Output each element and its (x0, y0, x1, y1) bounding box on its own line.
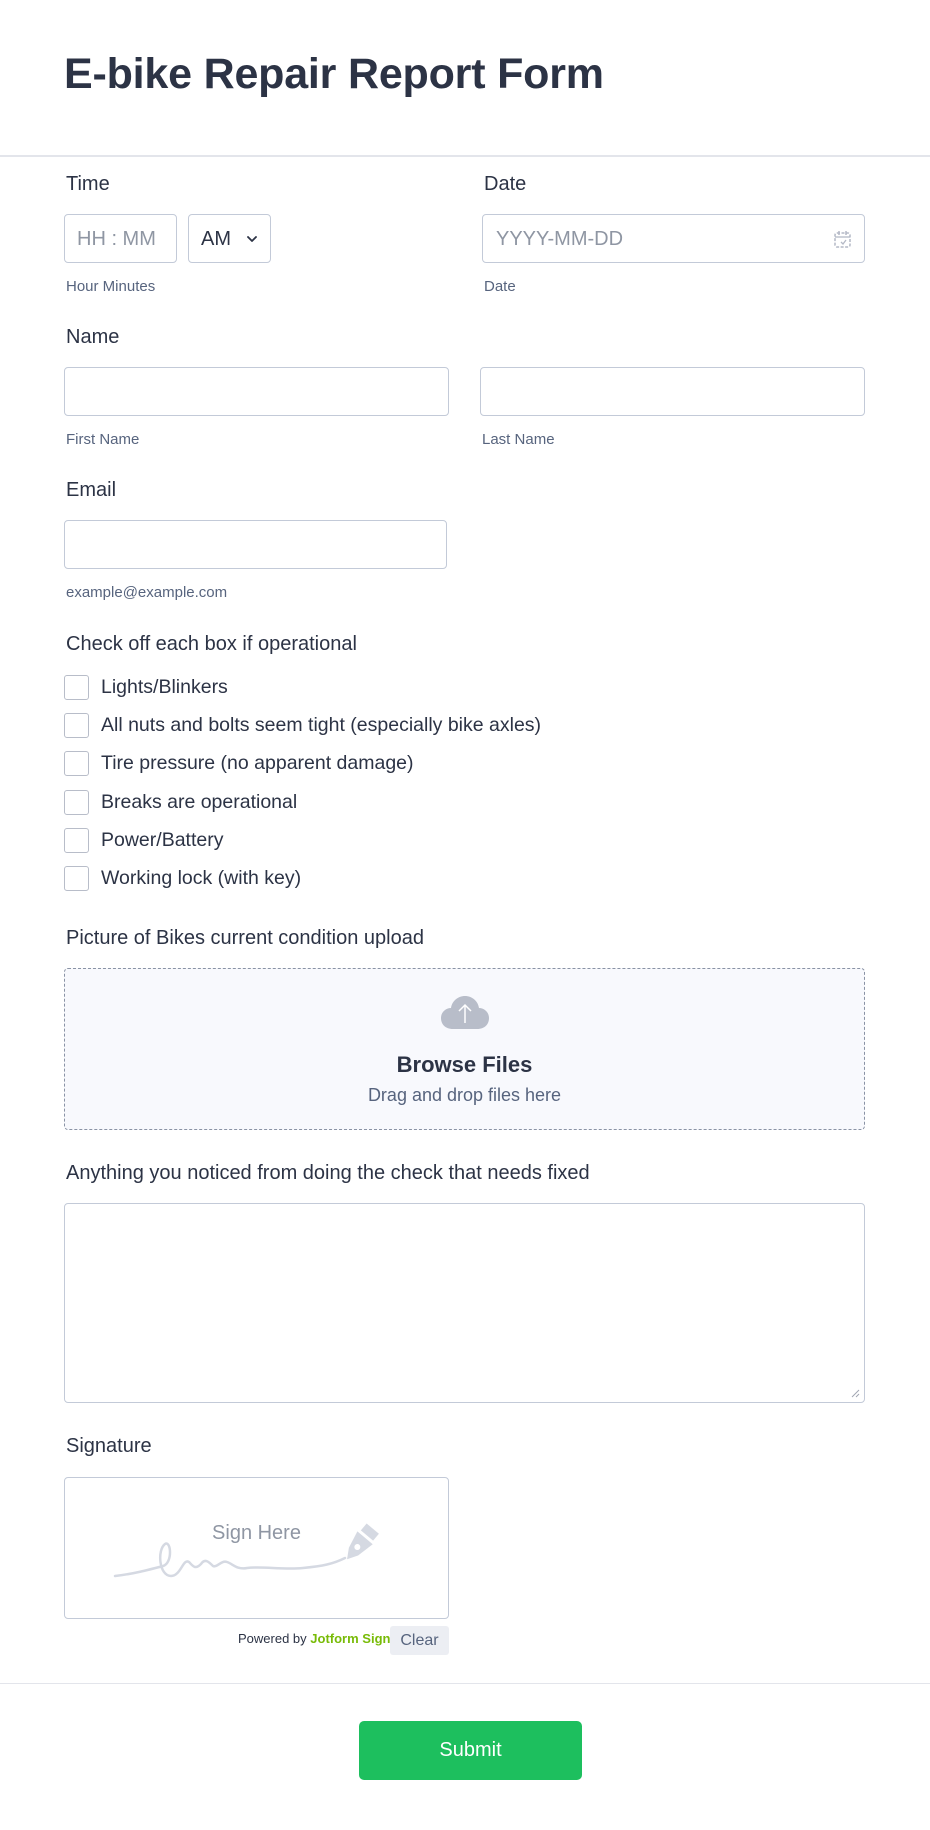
email-label: Email (66, 479, 117, 501)
browse-files-button[interactable]: Browse Files (396, 1052, 533, 1077)
ampm-value: AM (201, 228, 231, 250)
checkbox[interactable] (64, 866, 89, 891)
first-name-input[interactable] (64, 367, 449, 416)
signature-squiggle-icon (113, 1518, 403, 1588)
resize-handle-icon[interactable] (851, 1389, 860, 1398)
notes-textarea[interactable] (64, 1203, 865, 1403)
sign-here-placeholder: Sign Here (212, 1522, 301, 1544)
date-label: Date (484, 173, 527, 195)
time-placeholder: HH : MM (77, 228, 156, 250)
time-input[interactable] (64, 214, 177, 263)
checkbox-label[interactable]: All nuts and bolts seem tight (especially bike axles) (101, 714, 542, 736)
file-upload-dropzone[interactable] (64, 968, 865, 1130)
first-name-sublabel: First Name (66, 431, 140, 448)
header-divider (0, 155, 930, 157)
notes-label: Anything you noticed from doing the check that needs fixed (66, 1162, 590, 1184)
checkbox-label[interactable]: Breaks are operational (101, 791, 298, 813)
signature-label: Signature (66, 1435, 152, 1457)
date-input[interactable] (482, 214, 865, 263)
time-sublabel: Hour Minutes (66, 278, 156, 295)
checkbox-label[interactable]: Working lock (with key) (101, 867, 302, 889)
form-title: E-bike Repair Report Form (64, 50, 604, 98)
email-sublabel: example@example.com (66, 584, 228, 601)
drag-drop-text: Drag and drop files here (367, 1085, 562, 1105)
time-label: Time (66, 173, 110, 195)
cloud-upload-icon (441, 996, 489, 1030)
calendar-icon[interactable] (833, 229, 852, 249)
powered-by-label: Powered by (238, 1631, 307, 1646)
last-name-input[interactable] (480, 367, 865, 416)
ampm-select[interactable] (188, 214, 271, 263)
checkbox-label[interactable]: Power/Battery (101, 829, 224, 851)
last-name-sublabel: Last Name (482, 431, 555, 448)
checkbox[interactable] (64, 751, 89, 776)
checkbox[interactable] (64, 675, 89, 700)
email-input[interactable] (64, 520, 447, 569)
powered-by-text (238, 1631, 390, 1646)
jotform-sign-link[interactable]: Jotform Sign (310, 1631, 391, 1646)
checkbox-label[interactable]: Tire pressure (no apparent damage) (101, 752, 414, 774)
submit-button[interactable]: Submit (359, 1721, 582, 1780)
clear-signature-button[interactable]: Clear (390, 1626, 449, 1655)
signature-pad[interactable] (64, 1477, 449, 1619)
checklist-label: Check off each box if operational (66, 633, 357, 655)
name-label: Name (66, 326, 120, 348)
checkbox[interactable] (64, 790, 89, 815)
checkbox[interactable] (64, 713, 89, 738)
date-placeholder: YYYY-MM-DD (496, 228, 624, 250)
upload-label: Picture of Bikes current condition upload (66, 927, 424, 949)
date-sublabel: Date (484, 278, 516, 295)
footer-divider (0, 1683, 930, 1684)
chevron-down-icon (246, 234, 258, 244)
checkbox[interactable] (64, 828, 89, 853)
checkbox-label[interactable]: Lights/Blinkers (101, 676, 228, 698)
